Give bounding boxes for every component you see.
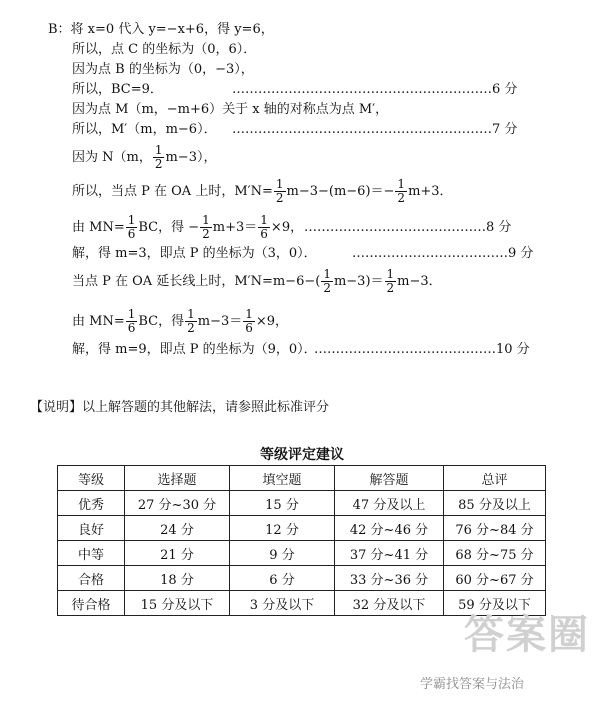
line8-text-a: 所以，当点 P 在 OA 上时，M′N= (72, 184, 273, 199)
table-cell: 9 分 (230, 541, 335, 566)
line13-text: 解，得 m=9，即点 P 的坐标为（9，0）． (72, 342, 317, 357)
solution-line-1: B：将 x=0 代入 y=−x+6，得 y=6， (48, 22, 274, 37)
table-row (58, 541, 546, 566)
header-cell: 解答题 (335, 466, 444, 491)
table-cell: 中等 (58, 541, 125, 566)
table-cell: 85 分及以上 (444, 491, 546, 516)
fraction (274, 178, 286, 205)
table-cell: 76 分~84 分 (444, 516, 546, 541)
table-row (58, 566, 546, 591)
table-cell: 59 分及以下 (444, 591, 546, 616)
frac-num: 1 (154, 143, 163, 157)
table-cell: 42 分~46 分 (335, 516, 444, 541)
table-cell: 32 分及以下 (335, 591, 444, 616)
table-cell: 15 分及以下 (125, 591, 230, 616)
frac-num: 1 (127, 307, 136, 321)
frac-num: 1 (245, 307, 253, 321)
watermark-logo: 答案圈 (464, 612, 590, 658)
table-cell: 68 分~75 分 (444, 541, 546, 566)
table-cell: 合格 (58, 566, 125, 591)
score-8: ……………………………………8 分 (304, 220, 512, 235)
line7-text-b: m−3）， (165, 150, 217, 165)
fraction (185, 308, 197, 335)
table-cell: 优秀 (58, 491, 125, 516)
table-cell: 60 分~67 分 (444, 566, 546, 591)
table-header-row (58, 466, 546, 491)
table-row (58, 491, 546, 516)
line11-text-b: m−3)＝ (333, 274, 384, 289)
frac-den: 6 (127, 227, 136, 241)
table-cell: 27 分~30 分 (125, 491, 230, 516)
fraction (258, 214, 270, 241)
frac-num: 1 (187, 307, 195, 321)
solution-line-13 (72, 340, 530, 360)
solution-line-12 (72, 302, 288, 342)
table-cell: 6 分 (230, 566, 335, 591)
frac-den: 2 (154, 157, 163, 171)
frac-num: 1 (397, 177, 406, 191)
frac-den: 6 (127, 321, 136, 335)
frac-num: 1 (386, 267, 395, 281)
table-cell: 21 分 (125, 541, 230, 566)
line8-text-c: m+3． (408, 184, 453, 199)
frac-num: 1 (202, 213, 210, 227)
line10-text: 解，得 m=3，即点 P 的坐标为（3，0）． (72, 246, 317, 261)
frac-den: 2 (397, 191, 406, 205)
fraction (395, 178, 407, 205)
score-6: ……………………………………………………6 分 (232, 82, 518, 97)
frac-den: 2 (386, 281, 395, 295)
score-7: ……………………………………………………7 分 (232, 122, 518, 137)
grading-note: 【说明】以上解答题的其他解法，请参照此标准评分 (30, 400, 330, 415)
fraction (243, 308, 255, 335)
table-cell: 24 分 (125, 516, 230, 541)
solution-line-9 (72, 208, 512, 248)
table-cell: 37 分~41 分 (335, 541, 444, 566)
solution-line-6 (72, 120, 518, 140)
solution-line-4 (72, 80, 518, 100)
frac-den: 2 (275, 191, 284, 205)
header-cell: 填空题 (230, 466, 335, 491)
fraction (200, 214, 212, 241)
fraction (321, 268, 333, 295)
solution-line-2: 所以，点 C 的坐标为（0，6）． (72, 42, 257, 57)
table-cell: 18 分 (125, 566, 230, 591)
score-10: ……………………………………10 分 (314, 342, 530, 357)
fraction (126, 214, 138, 241)
solution-line-4-text: 所以，BC=9． (72, 82, 163, 97)
frac-den: 6 (245, 321, 253, 335)
watermark-caption: 学霸找答案与法治 (420, 677, 525, 692)
frac-num: 1 (260, 213, 268, 227)
fraction (385, 268, 397, 295)
line7-text-a: 因为 N（m， (72, 150, 152, 165)
table-title: 等级评定建议 (260, 447, 344, 463)
frac-den: 2 (187, 321, 195, 335)
solution-line-11 (72, 262, 442, 302)
table-cell: 15 分 (230, 491, 335, 516)
fraction (153, 144, 165, 171)
solution-line-8 (72, 172, 453, 212)
frac-num: 1 (127, 213, 136, 227)
line11-text-c: m−3． (397, 274, 442, 289)
solution-line-5: 因为点 M（m，−m+6）关于 x 轴的对称点为点 M′， (72, 102, 389, 117)
grade-table (57, 465, 546, 616)
frac-den: 2 (202, 227, 210, 241)
line12-text-a: 由 MN= (72, 314, 125, 329)
line12-text-c: m−3＝ (197, 314, 243, 329)
table-cell: 3 分及以下 (230, 591, 335, 616)
line11-text-a: 当点 P 在 OA 延长线上时，M′N=m−6−( (72, 274, 321, 289)
line9-text-d: ×9， (270, 220, 304, 235)
solution-line-10 (72, 244, 534, 264)
solution-line-3: 因为点 B 的坐标为（0，−3）， (72, 62, 254, 77)
header-cell: 选择题 (125, 466, 230, 491)
table-row (58, 516, 546, 541)
line8-text-b: m−3−(m−6)＝− (286, 184, 395, 199)
frac-den: 6 (260, 227, 268, 241)
table-cell: 待合格 (58, 591, 125, 616)
solution-line-6-text: 所以，M′（m，m−6）． (72, 122, 217, 137)
frac-den: 2 (323, 281, 331, 295)
line12-text-b: BC，得 (138, 314, 185, 329)
frac-num: 1 (275, 177, 284, 191)
table-cell: 47 分及以上 (335, 491, 444, 516)
frac-num: 1 (323, 267, 331, 281)
table-cell: 良好 (58, 516, 125, 541)
fraction (126, 308, 138, 335)
header-cell: 等级 (58, 466, 125, 491)
table-cell: 12 分 (230, 516, 335, 541)
table-cell: 33 分~36 分 (335, 566, 444, 591)
line9-text-c: m+3＝ (212, 220, 258, 235)
score-9: ………………………………9 分 (352, 246, 534, 261)
line12-text-d: ×9， (255, 314, 289, 329)
line9-text-a: 由 MN= (72, 220, 125, 235)
line9-text-b: BC，得 − (138, 220, 200, 235)
header-cell: 总评 (444, 466, 546, 491)
